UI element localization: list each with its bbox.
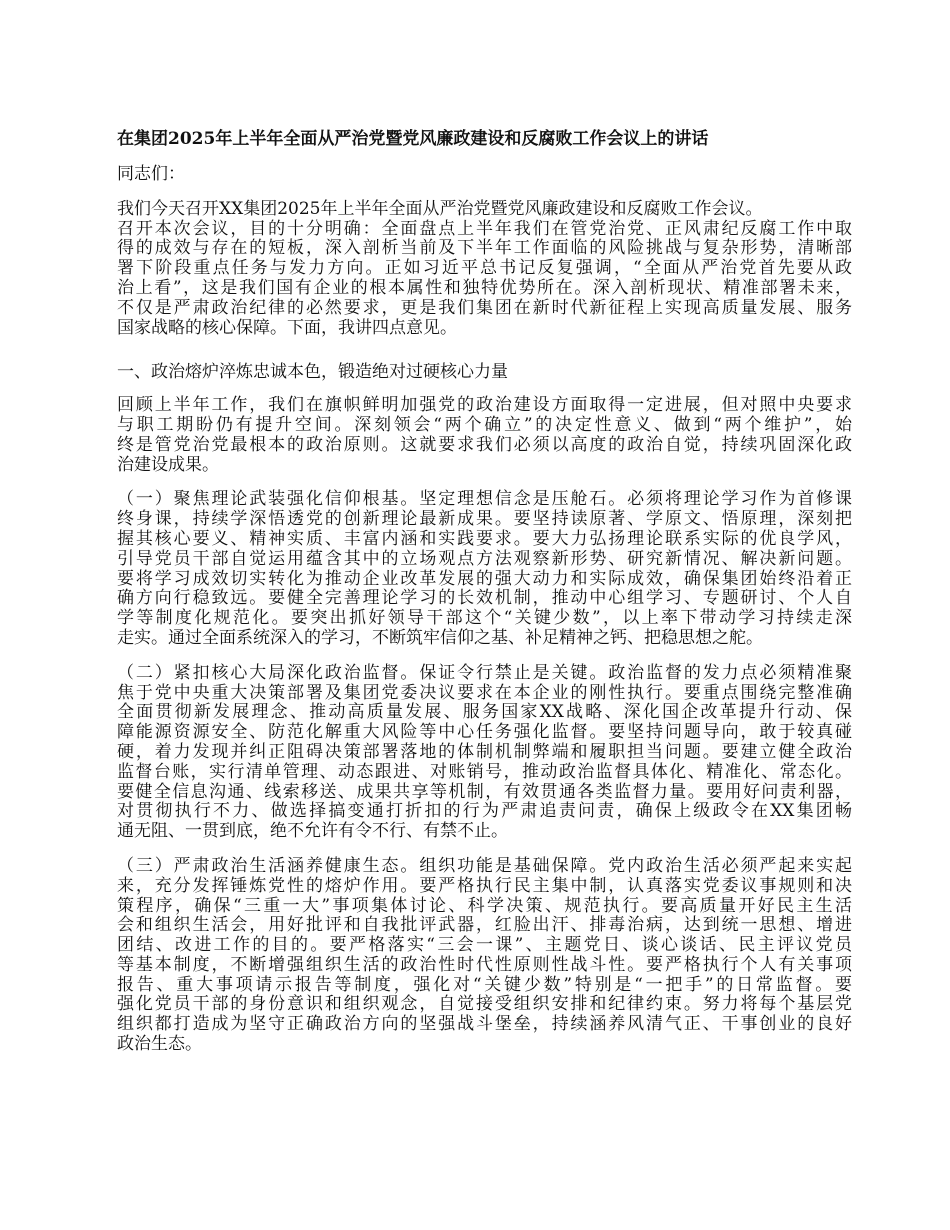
text-line: 监督台账，实行清单管理、动态跟进、对账销号，推动政治监督具体化、精准化、常态化。: [117, 761, 852, 782]
text-line: 来，充分发挥锤炼党性的熔炉作用。要严格执行民主集中制，认真落实党委议事规则和决: [117, 875, 852, 896]
text-line: 署下阶段重点任务与发力方向。正如习近平总书记反复强调，“全面从严治党首先要从政: [117, 258, 852, 279]
text-line: 障能源资源安全、防范化解重大风险等中心任务强化监督。要坚持问题导向，敢于较真碰: [117, 722, 852, 743]
text-line: 策程序，确保“三重一大”事项集体讨论、科学决策、规范执行。要高质量开好民主生活: [117, 895, 852, 916]
text-line: 政治生态。: [117, 1034, 202, 1055]
text-line: 终身课，持续学深悟透党的创新理论最新成果。要坚持读原著、学原文、悟原理，深刻把: [117, 509, 852, 530]
text-line: 确方向行稳致远。要健全完善理论学习的长效机制，推动中心组学习、专题研讨、个人自: [117, 588, 852, 609]
text-line: 会和组织生活会，用好批评和自我批评武器，红脸出汗、排毒治病，达到统一思想、增进: [117, 915, 852, 936]
text-line: 不仅是严肃政治纪律的必然要求，更是我们集团在新时代新征程上实现高质量发展、服务: [117, 297, 852, 318]
text-line: 对贯彻执行不力、做选择搞变通打折扣的行为严肃追责问责，确保上级政令在XX集团畅: [117, 801, 852, 822]
text-line: 焦于党中央重大决策部署及集团党委决议要求在本企业的刚性执行。要重点围绕完整准确: [117, 682, 852, 703]
text-line: 报告、重大事项请示报告等制度，强化对“关键少数”特别是“一把手”的日常监督。要: [117, 974, 852, 995]
greeting: 同志们：: [117, 164, 185, 184]
text-line: 国家战略的核心保障。下面，我讲四点意见。: [117, 317, 457, 338]
text-line: 终是管党治党最根本的政治原则。这就要求我们必须以高度的政治自觉，持续巩固深化政: [117, 434, 852, 455]
text-line: 硬，着力发现并纠正阻碍决策部署落地的体制机制弊端和履职担当问题。要建立健全政治: [117, 741, 852, 762]
text-line: 走实。通过全面系统深入的学习，不断筑牢信仰之基、补足精神之钙、把稳思想之舵。: [117, 627, 763, 648]
paragraph: [117, 200, 852, 220]
section-heading: [117, 363, 852, 383]
text-line: （三）严肃政治生活涵养健康生态。组织功能是基础保障。党内政治生活必须严起来实起: [117, 855, 852, 876]
paragraph: [117, 664, 852, 842]
text-line: 全面贯彻新发展理念、推动高质量发展、服务国家XX战略、深化国企改革提升行动、保: [117, 702, 852, 723]
text-line: 要将学习成效切实转化为推动企业改革发展的强大动力和实际成效，确保集团始终沿着正: [117, 568, 852, 589]
text-line: 强化党员干部的身份意识和组织观念，自觉接受组织安排和纪律约束。努力将每个基层党: [117, 994, 852, 1015]
text-line: 与职工期盼仍有提升空间。深刻领会“两个确立”的决定性意义、做到“两个维护”，始: [117, 414, 852, 435]
text-line: 组织都打造成为坚守正确政治方向的坚强战斗堡垒，持续涵养风清气正、干事创业的良好: [117, 1014, 852, 1035]
text-line: 召开本次会议，目的十分明确：全面盘点上半年我们在管党治党、正风肃纪反腐工作中取: [117, 218, 852, 239]
text-line: 等基本制度，不断增强组织生活的政治性时代性原则性战斗性。要严格执行个人有关事项: [117, 954, 852, 975]
text-line: 通无阻、一贯到底，绝不允许有令不行、有禁不止。: [117, 821, 508, 842]
text-line: 我们今天召开XX集团2025年上半年全面从严治党暨党风廉政建设和反腐败工作会议。: [117, 198, 763, 219]
document-title: 在集团2025年上半年全面从严治党暨党风廉政建设和反腐败工作会议上的讲话: [117, 129, 709, 149]
paragraph: [117, 857, 852, 1055]
text-line: 学等制度化规范化。要突出抓好领导干部这个“关键少数”，以上率下带动学习持续走深: [117, 608, 852, 629]
paragraph: [117, 396, 852, 475]
paragraph: [117, 490, 852, 648]
text-line: 治上看”，这是我们国有企业的根本属性和独特优势所在。深入剖析现状、精准部署未来，: [117, 277, 852, 298]
text-line: 一、政治熔炉淬炼忠诚本色，锻造绝对过硬核心力量: [117, 362, 508, 383]
text-line: （二）紧扣核心大局深化政治监督。保证令行禁止是关键。政治监督的发力点必须精准聚: [117, 662, 852, 683]
document-page: [117, 130, 852, 1055]
text-line: （一）聚焦理论武装强化信仰根基。坚定理想信念是压舱石。必须将理论学习作为首修课: [117, 489, 852, 510]
text-line: 引导党员干部自觉运用蕴含其中的立场观点方法观察新形势、研究新情况、解决新问题。: [117, 548, 852, 569]
text-line: 得的成效与存在的短板，深入剖析当前及下半年工作面临的风险挑战与复杂形势，清晰部: [117, 238, 852, 259]
text-line: 握其核心要义、精神实质、丰富内涵和实践要求。要大力弘扬理论联系实际的优良学风，: [117, 528, 852, 549]
text-line: 治建设成果。: [117, 454, 219, 475]
paragraph: [117, 220, 852, 339]
text-line: 团结、改进工作的目的。要严格落实“三会一课”、主题党日、谈心谈话、民主评议党员: [117, 935, 852, 956]
text-line: 回顾上半年工作，我们在旗帜鲜明加强党的政治建设方面取得一定进展，但对照中央要求: [117, 395, 852, 416]
document-body: [117, 200, 852, 1055]
text-line: 要健全信息沟通、线索移送、成果共享等机制，有效贯通各类监督力量。要用好问责利器，: [117, 781, 852, 802]
